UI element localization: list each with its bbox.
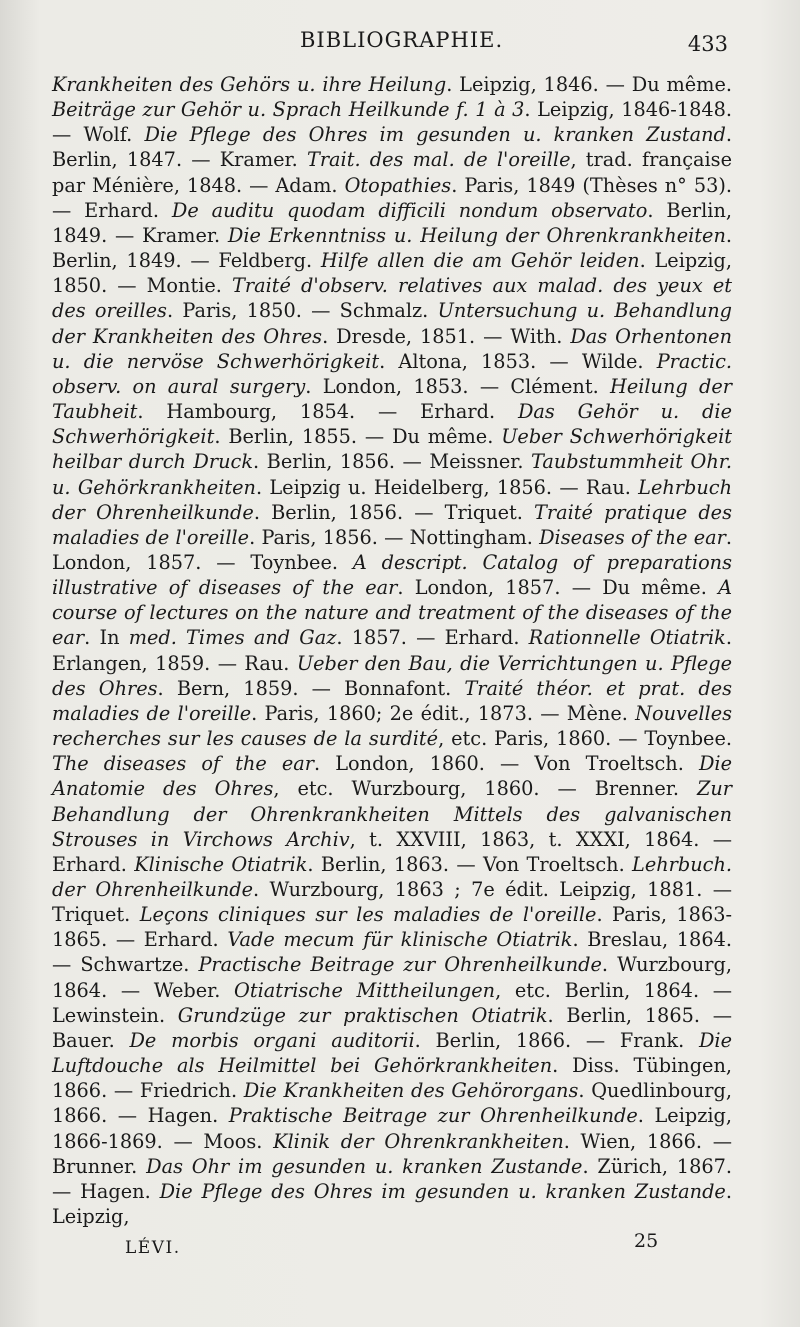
- citation-text: . Dresde, 1851. — With.: [322, 324, 571, 348]
- citation-title: Das Orhentonen u. die nervöse Schwerhörigkeit: [52, 324, 733, 373]
- citation-text: . Berlin, 1855. — Du même.: [214, 425, 502, 449]
- citation-title: Untersuchung u. Behandlung der Krankheiten des Ohres: [52, 299, 733, 348]
- citation-title: Otiatrische Mittheilungen: [234, 978, 496, 1002]
- citation-title: Das Ohr im gesunden u. kranken Zustande: [146, 1154, 583, 1178]
- citation-title: Die Anatomie des Ohres: [52, 752, 732, 801]
- citation-title: De auditu quodam difficili nondum observato: [171, 198, 648, 222]
- bibliography-text: [52, 72, 732, 1229]
- printer-signature: LÉVI.: [125, 1238, 181, 1258]
- citation-text: . Bern, 1859. — Bonnafont.: [157, 676, 465, 700]
- citation-title: Klinik der Ohrenkrankheiten: [273, 1129, 564, 1153]
- citation-text: . Leipzig, 1850. — Montie.: [52, 249, 733, 298]
- citation-text: . Paris, 1850. — Schmalz.: [166, 299, 438, 323]
- citation-text: . Quedlinbourg, 1866. — Hagen.: [52, 1079, 732, 1128]
- citation-text: . Hambourg, 1854. — Erhard.: [137, 400, 518, 424]
- citation-title: The diseases of the ear: [52, 752, 315, 776]
- citation-title: med. Times and Gaz: [128, 626, 337, 650]
- citation-title: Die Pflege des Ohres im gesunden u. kranken Zustande: [159, 1179, 726, 1203]
- citation-text: . Berlin, 1865. — Bauer.: [52, 1003, 732, 1052]
- citation-title: Taubstummheit Ohr. u. Gehörkrankheiten: [52, 450, 732, 499]
- citation-text: , etc. Wurzbourg, 1860. — Brenner.: [273, 777, 697, 801]
- citation-title: Ueber den Bau, die Verrichtungen u. Pflege des Ohres: [52, 651, 733, 700]
- citation-text: . Altona, 1853. — Wilde.: [379, 349, 657, 373]
- citation-text: . Wurzbourg, 1863 ; 7e édit. Leipzig, 1881. — Triquet.: [52, 878, 732, 927]
- citation-text: . Leipzig,: [52, 1179, 732, 1229]
- citation-title: Traité d'observ. relatives aux malad. des yeux et des oreilles: [52, 274, 732, 323]
- citation-text: . 1857. — Erhard.: [336, 626, 529, 650]
- citation-title: Hilfe allen die am Gehör leiden: [320, 249, 640, 273]
- citation-title: Beiträge zur Gehör u. Sprach Heilkunde f. 1 à 3: [52, 98, 525, 122]
- citation-text: . Berlin, 1856. — Meissner.: [253, 450, 532, 474]
- citation-title: Practic. observ. on aural surgery: [52, 349, 733, 398]
- citation-text: . Leipzig, 1866-1869. — Moos.: [52, 1104, 732, 1153]
- citation-text: . Berlin, 1847. — Kramer.: [52, 123, 732, 172]
- citation-text: . In: [84, 626, 129, 650]
- citation-text: . Berlin, 1849. — Kramer.: [52, 198, 733, 247]
- citation-text: , etc. Paris, 1860. — Toynbee.: [438, 727, 732, 751]
- bibliography-paragraph: [52, 72, 732, 1229]
- citation-title: Traité pratique des maladies de l'oreille: [52, 500, 732, 549]
- citation-text: . Breslau, 1864. — Schwartze.: [52, 928, 732, 977]
- citation-title: A course of lectures on the nature and treatment of the diseases of the ear: [52, 576, 732, 650]
- sheet-number: 25: [634, 1230, 659, 1252]
- citation-title: Lehrbuch. der Ohrenheilkunde: [52, 852, 732, 901]
- citation-title: Die Krankheiten des Gehörorgans: [243, 1079, 579, 1103]
- citation-title: Heilung der Taubheit: [52, 374, 732, 424]
- citation-text: , etc. Berlin, 1864. — Lewinstein.: [52, 978, 732, 1027]
- page-header: [0, 28, 800, 64]
- citation-text: . Paris, 1849 (Thèses n° 53). — Erhard.: [52, 173, 733, 222]
- citation-text: . London, 1853. — Clément.: [305, 374, 610, 398]
- citation-text: . Leipzig, 1846. — Du même.: [446, 73, 733, 96]
- citation-text: . Erlangen, 1859. — Rau.: [52, 626, 732, 675]
- citation-title: A descript. Catalog of preparations illustrative of diseases of the ear: [52, 550, 732, 600]
- citation-text: . London, 1857. — Toynbee.: [52, 525, 732, 574]
- citation-text: . Wurzbourg, 1864. — Weber.: [52, 953, 732, 1002]
- citation-title: Krankheiten des Gehörs u. ihre Heilung: [52, 73, 447, 96]
- citation-text: . Wien, 1866. — Brunner.: [52, 1129, 732, 1178]
- citation-text: . Paris, 1856. — Nottingham.: [249, 525, 540, 549]
- citation-title: Lehrbuch der Ohrenheilkunde: [52, 475, 732, 524]
- citation-text: , t. XXVIII, 1863, t. XXXI, 1864. — Erhard.: [52, 827, 733, 876]
- citation-title: Ueber Schwerhörigkeit heilbar durch Druck: [52, 425, 732, 474]
- citation-title: Das Gehör u. die Schwerhörigkeit: [52, 400, 732, 449]
- citation-title: Die Pflege des Ohres im gesunden u. kranken Zustand: [144, 123, 726, 147]
- citation-text: . London, 1857. — Du même.: [397, 576, 719, 600]
- citation-text: . Berlin, 1856. — Triquet.: [253, 500, 535, 524]
- citation-text: . Berlin, 1849. — Feldberg.: [52, 223, 732, 273]
- citation-title: Rationnelle Otiatrik: [528, 626, 726, 650]
- citation-title: Trait. des mal. de l'oreille: [306, 148, 571, 172]
- citation-text: . Berlin, 1866. — Frank.: [414, 1028, 699, 1052]
- citation-text: . Diss. Tübingen, 1866. — Friedrich.: [52, 1054, 732, 1103]
- page-footer: [0, 1230, 800, 1270]
- citation-text: . Berlin, 1863. — Von Troeltsch.: [307, 852, 633, 876]
- citation-text: . Paris, 1863-1865. — Erhard.: [52, 903, 732, 952]
- citation-text: . Leipzig u. Heidelberg, 1856. — Rau.: [255, 475, 639, 499]
- citation-text: , trad. française par Ménière, 1848. — Adam.: [52, 148, 732, 197]
- citation-title: Leçons cliniques sur les maladies de l'oreille: [139, 903, 597, 927]
- citation-title: Nouvelles recherches sur les causes de la surdité: [52, 701, 732, 751]
- citation-title: Vade mecum für klinische Otiatrik: [227, 928, 573, 952]
- citation-title: Grundzüge zur praktischen Otiatrik: [177, 1003, 548, 1027]
- citation-title: Die Luftdouche als Heilmittel bei Gehörkrankheiten: [52, 1028, 732, 1078]
- citation-title: Praktische Beitrage zur Ohrenheilkunde: [228, 1104, 638, 1128]
- citation-title: Zur Behandlung der Ohrenkrankheiten Mittels des galvanischen Strouses in Virchows Archiv: [52, 777, 732, 851]
- citation-title: Diseases of the ear: [539, 525, 726, 549]
- citation-title: Otopathies: [344, 173, 452, 197]
- citation-text: . Paris, 1860; 2e édit., 1873. — Mène.: [251, 701, 636, 725]
- citation-text: . Zürich, 1867. — Hagen.: [52, 1154, 732, 1203]
- citation-title: Practische Beitrage zur Ohrenheilkunde: [198, 953, 602, 977]
- citation-text: . Leipzig, 1846-1848. — Wolf.: [52, 98, 732, 147]
- citation-title: De morbis organi auditorii: [129, 1028, 415, 1052]
- running-title: BIBLIOGRAPHIE.: [300, 28, 504, 52]
- citation-title: Die Erkenntniss u. Heilung der Ohrenkrankheiten: [227, 223, 726, 247]
- citation-title: Traité théor. et prat. des maladies de l'oreille: [52, 676, 732, 725]
- page-number: 433: [687, 32, 728, 56]
- citation-title: Klinische Otiatrik: [134, 852, 308, 876]
- citation-text: . London, 1860. — Von Troeltsch.: [314, 752, 699, 776]
